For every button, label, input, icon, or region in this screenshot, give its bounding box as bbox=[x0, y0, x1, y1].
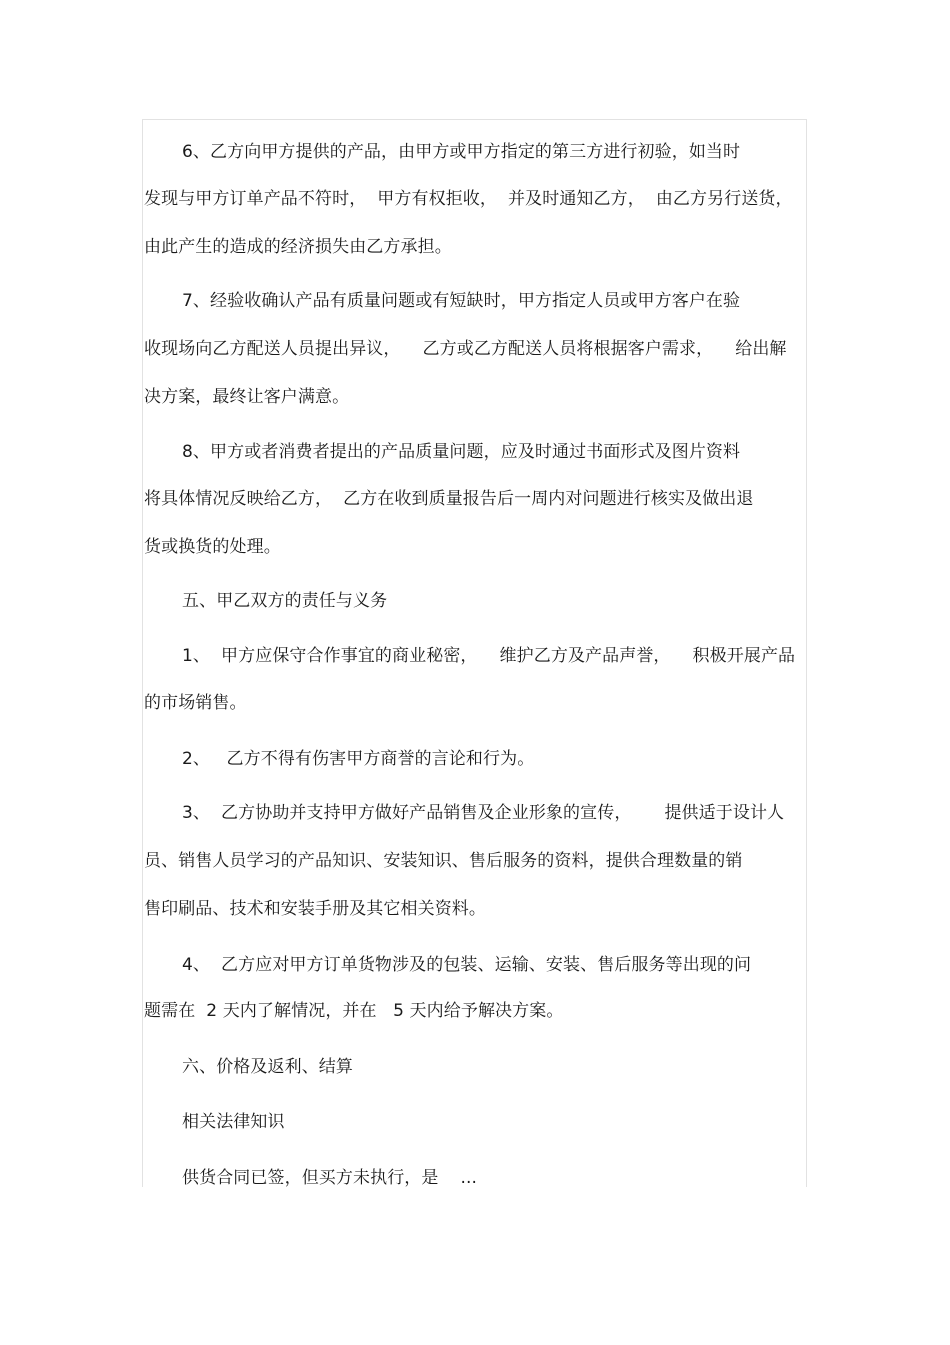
clause-6-line-1: 6、乙方向甲方提供的产品，由甲方或甲方指定的第三方进行初验，如当时 bbox=[182, 142, 741, 162]
duty-3-line-3: 售印刷品、技术和安装手册及其它相关资料。 bbox=[144, 899, 486, 919]
clause-8-line-3: 货或换货的处理。 bbox=[144, 537, 281, 557]
related-legal-knowledge-heading: 相关法律知识 bbox=[182, 1112, 285, 1132]
section-5-heading: 五、甲乙双方的责任与义务 bbox=[182, 591, 388, 611]
clause-7-line-1: 7、经验收确认产品有质量问题或有短缺时，甲方指定人员或甲方客户在验 bbox=[182, 291, 741, 311]
clause-7-line-3: 决方案，最终让客户满意。 bbox=[144, 387, 350, 407]
section-6-heading: 六、价格及返利、结算 bbox=[182, 1057, 353, 1077]
duty-3-line-1: 3、 乙方协助并支持甲方做好产品销售及企业形象的宣传， 提供适于设计人 bbox=[182, 803, 785, 823]
clause-6-line-3: 由此产生的造成的经济损失由乙方承担。 bbox=[144, 237, 452, 257]
clause-8-line-1: 8、甲方或者消费者提出的产品质量问题，应及时通过书面形式及图片资料 bbox=[182, 442, 741, 462]
duty-1-line-2: 的市场销售。 bbox=[144, 693, 247, 713]
duty-2-line-1: 2、 乙方不得有伤害甲方商誉的言论和行为。 bbox=[182, 749, 535, 769]
duty-4-line-2: 题需在 2 天内了解情况，并在 5 天内给予解决方案。 bbox=[144, 1001, 564, 1021]
duty-4-line-1: 4、 乙方应对甲方订单货物涉及的包装、运输、安装、售后服务等出现的问 bbox=[182, 955, 752, 975]
duty-3-line-2: 员、销售人员学习的产品知识、安装知识、售后服务的资料，提供合理数量的销 bbox=[144, 851, 743, 871]
clause-8-line-2: 将具体情况反映给乙方， 乙方在收到质量报告后一周内对问题进行核实及做出退 bbox=[144, 489, 754, 509]
clause-6-line-2: 发现与甲方订单产品不符时， 甲方有权拒收， 并及时通知乙方， 由乙方另行送货， bbox=[144, 189, 793, 209]
related-article-link[interactable]: 供货合同已签，但买方未执行，是 ... bbox=[182, 1168, 478, 1188]
clause-7-line-2: 收现场向乙方配送人员提出异议， 乙方或乙方配送人员将根据客户需求， 给出解 bbox=[144, 339, 787, 359]
duty-1-line-1: 1、 甲方应保守合作事宜的商业秘密， 维护乙方及产品声誉， 积极开展产品 bbox=[182, 646, 796, 666]
